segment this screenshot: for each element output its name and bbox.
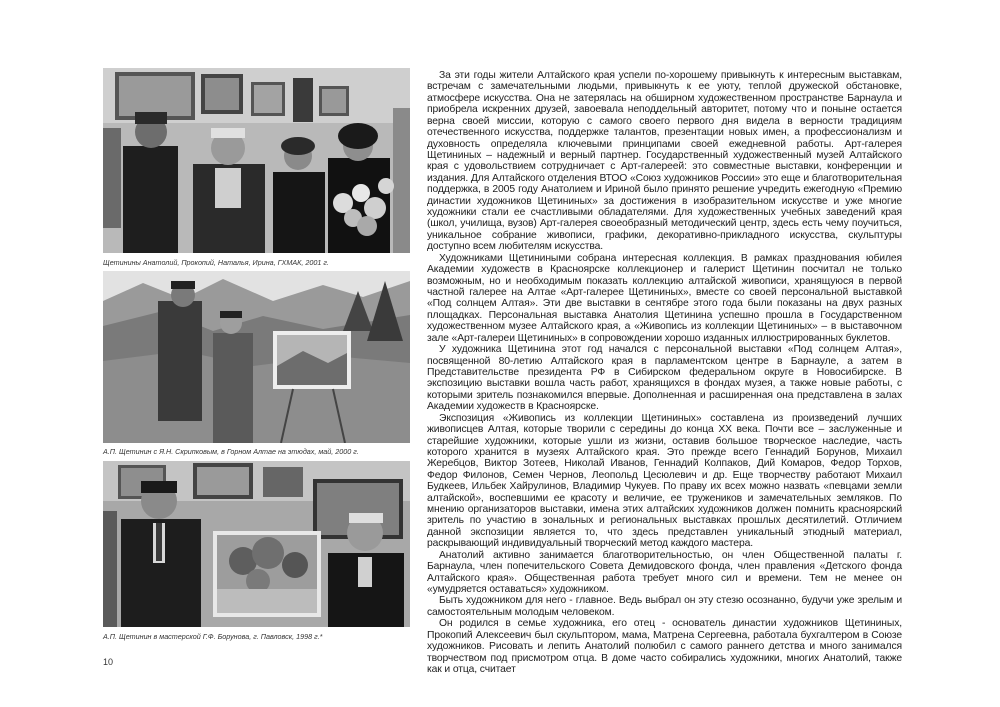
photo-studio	[103, 461, 410, 627]
photo-caption-3: А.П. Щетинин в мастерской Г.Ф. Борунова, г. Павловск, 1998 г.*	[103, 632, 323, 641]
paragraph: Быть художником для него - главное. Ведь выбрал он эту стезю осознанно, будучи уже зрелым и самостоятельным молодым человеком.	[427, 595, 902, 618]
photo-caption-2: А.П. Щетинин с Я.Н. Скрипковым, в Горном Алтае на этюдах, май, 2000 г.	[103, 447, 359, 456]
paragraph: Анатолий активно занимается благотворительностью, он член Общественной палаты г. Барнаула, член попечительского Совета Демидовского фонда, член правления «Детского фонда Алтайского края». Общественная работа требует много сил и времени. Тем не менее он «умудряется оставаться» художником.	[427, 549, 902, 595]
page-number: 10	[103, 657, 114, 667]
photo-caption-1: Щетинины Анатолий, Прокопий, Наталья, Ирина, ГХМАК, 2001 г.	[103, 258, 329, 267]
paragraph: У художника Щетинина этот год начался с персональной выставки «Под солнцем Алтая», посвященной 80-летию Алтайского края в парламентском центре в Барнауле, а затем в Представительстве президента РФ в Сибирском федеральном округе в Новосибирске. В экспозицию выставки вошла часть работ, хранящихся в фондах музея, а также новые работы, с которыми зритель познакомился впервые. Дополненная и расширенная она представлена в залах Академии художеств в Красноярске.	[427, 344, 902, 413]
photo-family-portrait	[103, 68, 410, 253]
paragraph: Художниками Щетиниными собрана интересная коллекция. В рамках празднования юбилея Академии художеств в Красноярске коллекционер и галерист Щетинин посчитал не только возможным, но и необходимым показать коллекцию алтайской живописи, хранящуюся в первой частной галерее на Алтае «Арт-галерее Щетининых», вместе со своей персональной выставкой «Под солнцем Алтая». Эти две выставки в сентябре этого года были показаны на двух разных площадках. Персональная выставка Анатолия Щетинина успешно прошла в Государственном художественном музее Алтайского края, а «Живопись из коллекции Щетининых» – в выставочном зале «Арт-галереи Щетининых» в сопровождении хорошо изданных иллюстрированных буклетов.	[427, 252, 902, 344]
paragraph: За эти годы жители Алтайского края успели по-хорошему привыкнуть к интересным выставкам, встречам с замечательными людьми, привыкнуть к ее уюту, теплой дружеской обстановке, атмосфере искусства. Она не затерялась на обширном художественном пространстве Барнаула и приобрела искренних друзей, завоевала неподдельный авторитет, потому что и поныне остается верна своей миссии, которую с самого своего первого дня видела в верности традициям отечественного искусства, поддержке талантов, презентации новых имен, а профессионализм и духовность определяла ключевыми принципами своей ежедневной работы. Арт-галерея Щетининых – надежный и верный партнер. Государственный художественный музей Алтайского края с удовольствием сотрудничает с Арт-галереей: это совместные выставки, конференции и издания. Для Алтайского отделения ВТОО «Союз художников России» это еще и благотворительная поддержка, в 2005 году Анатолием и Ириной было принято решение учредить ежегодную «Премию династии художников Щетининых» за достижения в изобразительном искусстве и уже многие художники стали ее счастливыми обладателями. Для художественных учебных заведений края (школ, училища, вузов) Арт-галерея своеобразный методический центр, здесь есть чему поучиться, уникальное собрание живописи, графики, декоративно-прикладного искусства, скульптуры доступно всем любителям искусства.	[427, 70, 902, 253]
photo-plein-air-etude	[103, 271, 410, 443]
paragraph: Экспозиция «Живопись из коллекции Щетининых» составлена из произведений лучших живописцев Алтая, которые творили с середины до конца XX века. Почти все – заслуженные и старейшие художники, которые ушли из жизни, оставив большое творческое наследие, часть которого хранится в музеях Алтайского края. Это прежде всего Геннадий Борунов, Михаил Жеребцов, Виктор Зотеев, Николай Иванов, Геннадий Колпаков, Дий Комаров, Федор Торхов, Федор Филонов, Семен Чернов, Леопольд Цесюлевич и др. Еще творчеству работают Михаил Будкеев, Ильбек Хайрулинов, Владимир Чукуев. По праву их всех можно назвать «певцами земли алтайской», воспевшими ее красоту и величие, ее тружеников и замечательных земляков. По мнению организаторов выставки, имена этих алтайских художников должен помнить красноярский зритель по участию в зональных и региональных выставках прошлых десятилетий. Отличием данной экспозиции является то, что здесь представлен уникальный этюдный материал, раскрывающий индивидуальный творческий метод каждого мастера.	[427, 412, 902, 550]
paragraph: Он родился в семье художника, его отец - основатель династии художников Щетининых, Прокопий Алексеевич был скульптором, мама, Матрена Сергеевна, работала бухгалтером в Союзе художников. Рисовать и лепить Анатолий полюбил с самого раннего детства и много занимался творчеством под присмотром отца. В доме часто собирались художники, многих Анатолий, также как и отца, считает	[427, 618, 902, 675]
article-body	[427, 70, 902, 675]
